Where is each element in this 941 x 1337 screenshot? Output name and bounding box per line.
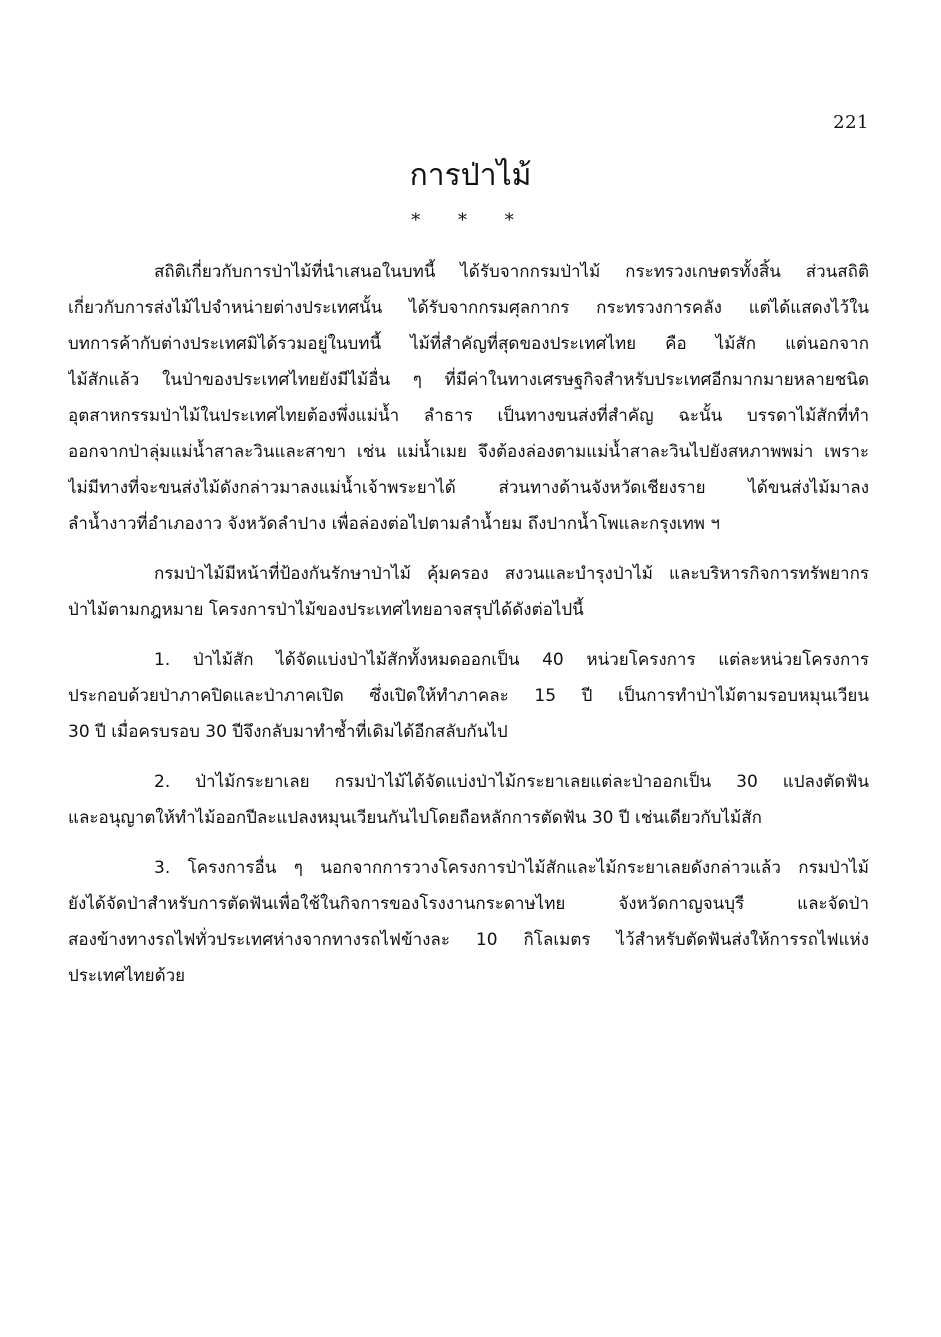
text-line: เกี่ยวกับการส่งไม้ไปจำหน่ายต่างประเทศนั้น ได้รับจากกรมศุลกากร กระทรวงการคลัง แต่ได้แสดงไว้ใน — [68, 298, 869, 318]
text-line: ออกจากป่าลุ่มแม่น้ำสาละวินและสาขา เช่น แม่น้ำเมย จึงต้องล่องตามแม่น้ำสาละวินไปยังสหภาพพม่า เพราะ — [68, 442, 869, 462]
page-number: 221 — [833, 112, 869, 133]
text-line: สถิติเกี่ยวกับการป่าไม้ที่นำเสนอในบทนี้ ได้รับจากกรมป่าไม้ กระทรวงเกษตรทั้งสิ้น ส่วนสถิติ — [154, 262, 869, 282]
text-line: ไม่มีทางที่จะขนส่งไม้ดังกล่าวมาลงแม่น้ำเจ้าพระยาได้ ส่วนทางด้านจังหวัดเชียงราย ได้ขนส่งไม้มาลง — [68, 478, 869, 498]
text-line: ประเทศไทยด้วย — [68, 966, 186, 986]
text-line: ประกอบด้วยป่าภาคปิดและป่าภาคเปิด ซึ่งเปิดให้ทำภาคละ 15 ปี เป็นการทำป่าไม้ตามรอบหมุนเวียน — [68, 686, 869, 706]
paragraph-forestry-department-duties — [68, 556, 869, 628]
text-line: สองข้างทางรถไฟทั่วประเทศห่างจากทางรถไฟข้างละ 10 กิโลเมตร ไว้สำหรับตัดฟันส่งให้การรถไฟแห่ง — [68, 930, 869, 950]
text-line: ไม้สักแล้ว ในป่าของประเทศไทยยังมีไม้อื่น ๆ ที่มีค่าในทางเศรษฐกิจสำหรับประเทศอีกมากมายหลายชนิด — [68, 370, 869, 390]
text-line: ลำน้ำงาวที่อำเภองาว จังหวัดลำปาง เพื่อล่องต่อไปตามลำน้ำยม ถึงปากน้ำโพและกรุงเทพ ฯ — [68, 514, 720, 534]
text-line: ยังได้จัดป่าสำหรับการตัดฟันเพื่อใช้ในกิจการของโรงงานกระดาษไทย จังหวัดกาญจนบุรี และจัดป่า — [68, 894, 869, 914]
text-line: และอนุญาตให้ทำไม้ออกปีละแปลงหมุนเวียนกันไปโดยถือหลักการตัดฟัน 30 ปี เช่นเดียวกับไม้สัก — [68, 808, 762, 828]
body-text — [68, 254, 869, 994]
text-line: บทการค้ากับต่างประเทศมิได้รวมอยู่ในบทนี้ ไม้ที่สำคัญที่สุดของประเทศไทย คือ ไม้สัก แต่นอกจาก — [68, 334, 869, 354]
paragraph-mixed-forest — [68, 764, 869, 836]
text-line: 1. ป่าไม้สัก ได้จัดแบ่งป่าไม้สักทั้งหมดออกเป็น 40 หน่วยโครงการ แต่ละหน่วยโครงการ — [154, 650, 869, 670]
paragraph-teak-forest — [68, 642, 869, 750]
section-separator: * * * — [411, 210, 530, 231]
page-title: การป่าไม้ — [409, 158, 532, 193]
text-line: 3. โครงการอื่น ๆ นอกจากการวางโครงการป่าไม้สักและไม้กระยาเลยดังกล่าวแล้ว กรมป่าไม้ — [154, 858, 869, 878]
text-line: 30 ปี เมื่อครบรอบ 30 ปีจึงกลับมาทำซ้ำที่เดิมได้อีกสลับกันไป — [68, 722, 508, 742]
text-line: 2. ป่าไม้กระยาเลย กรมป่าไม้ได้จัดแบ่งป่าไม้กระยาเลยแต่ละป่าออกเป็น 30 แปลงตัดฟัน — [154, 772, 869, 792]
text-line: กรมป่าไม้มีหน้าที่ป้องกันรักษาป่าไม้ คุ้มครอง สงวนและบำรุงป่าไม้ และบริหารกิจการทรัพยากร — [154, 564, 869, 584]
paragraph-other-projects — [68, 850, 869, 994]
paragraph-forestry-statistics — [68, 254, 869, 542]
text-line: อุตสาหกรรมป่าไม้ในประเทศไทยต้องพึ่งแม่น้ำ ลำธาร เป็นทางขนส่งที่สำคัญ ฉะนั้น บรรดาไม้สักที่ทำ — [68, 406, 869, 426]
text-line: ป่าไม้ตามกฎหมาย โครงการป่าไม้ของประเทศไทยอาจสรุปได้ดังต่อไปนี้ — [68, 600, 584, 620]
